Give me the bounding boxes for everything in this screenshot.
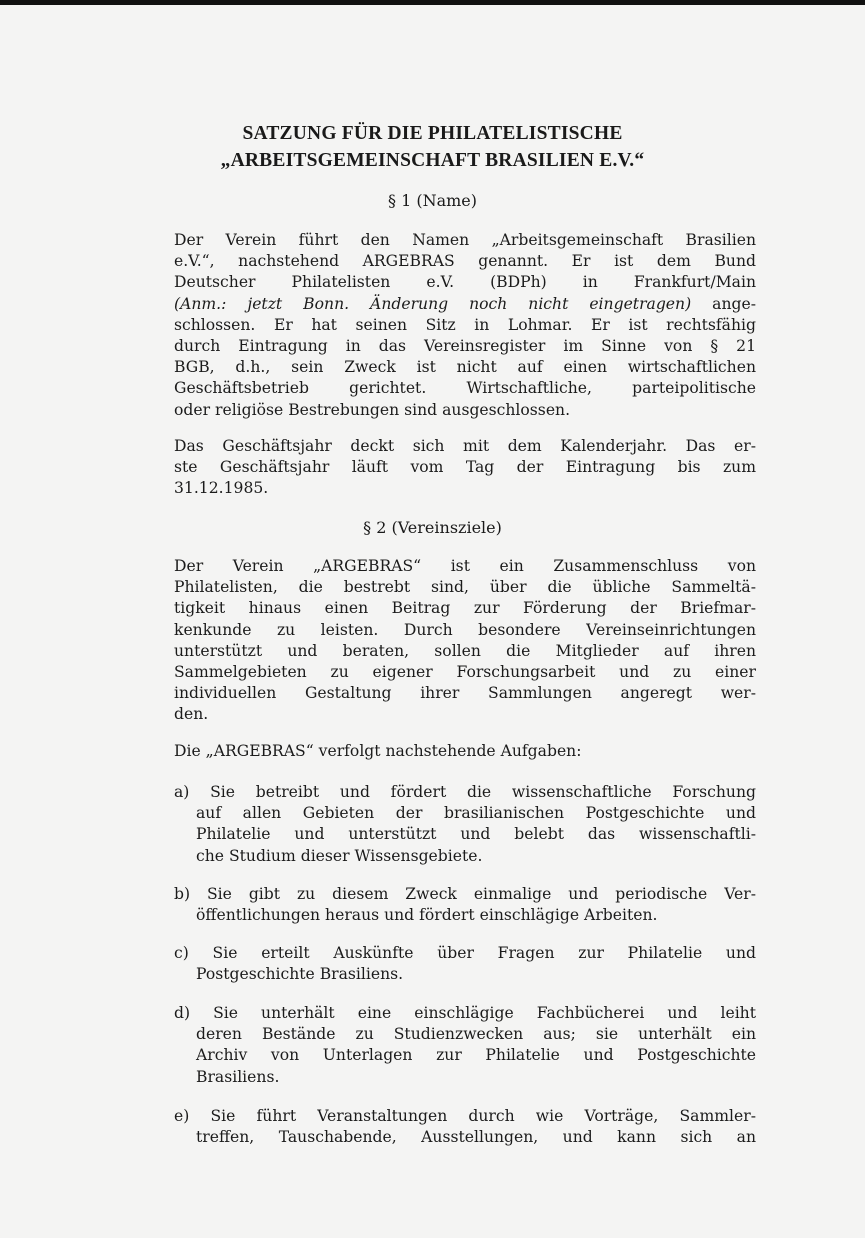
text-line: treffen, Tauschabende, Ausstellungen, und kann sich an <box>196 1128 756 1147</box>
text-line: BGB, d.h., sein Zweck ist nicht auf einen wirtschaftlichen <box>174 358 756 377</box>
section-1-paragraph-1 <box>174 230 756 421</box>
text-line: Brasiliens. <box>196 1067 280 1086</box>
text-line: auf allen Gebieten der brasilianischen Postgeschichte und <box>196 804 756 823</box>
document-title-line-1: SATZUNG FÜR DIE PHILATELISTISCHE <box>242 123 623 144</box>
section-2-paragraph-1 <box>174 556 756 726</box>
text-line: den. <box>174 705 209 724</box>
text-line: tigkeit hinaus einen Beitrag zur Förderung der Briefmar- <box>174 599 756 618</box>
text-line: d) Sie unterhält eine einschlägige Fachbücherei und leiht <box>174 1004 756 1022</box>
section-1-heading: § 1 (Name) <box>387 191 477 210</box>
text-line: Philatelie und unterstützt und belebt das wissenschaftli- <box>196 825 756 844</box>
section-1-paragraph-2 <box>174 436 756 500</box>
text-line: Philatelisten, die bestrebt sind, über die übliche Sammeltä- <box>174 578 756 597</box>
text-line: e) Sie führt Veranstaltungen durch wie Vorträge, Sammler- <box>174 1107 756 1125</box>
text-line: Der Verein führt den Namen „Arbeitsgemeinschaft Brasilien <box>174 231 756 249</box>
list-item-c <box>174 943 756 985</box>
text-line: oder religiöse Bestrebungen sind ausgeschlossen. <box>174 400 571 419</box>
document-title-line-2: „ARBEITSGEMEINSCHAFT BRASILIEN E.V.“ <box>220 150 645 171</box>
text-line: Archiv von Unterlagen zur Philatelie und Postgeschichte <box>196 1046 756 1065</box>
text-line: b) Sie gibt zu diesem Zweck einmalige und periodische Ver- <box>174 885 756 903</box>
text-line: öffentlichungen heraus und fördert einschlägige Arbeiten. <box>196 906 658 925</box>
text-line: Sammelgebieten zu eigener Forschungsarbeit und zu einer <box>174 663 756 682</box>
text-line: Geschäftsbetrieb gerichtet. Wirtschaftliche, parteipolitische <box>174 379 756 398</box>
text-line: Deutscher Philatelisten e.V. (BDPh) in Frankfurt/Main <box>174 273 756 292</box>
text-line <box>174 294 756 315</box>
section-2-heading: § 2 (Vereinsziele) <box>363 518 502 537</box>
text-line: a) Sie betreibt und fördert die wissenschaftliche Forschung <box>174 783 756 801</box>
text-line: individuellen Gestaltung ihrer Sammlungen angeregt wer- <box>174 684 756 703</box>
list-item-a <box>174 782 756 867</box>
text-line: durch Eintragung in das Vereinsregister im Sinne von § 21 <box>174 337 756 356</box>
text-line: 31.12.1985. <box>174 479 269 498</box>
text-line: deren Bestände zu Studienzwecken aus; sie unterhält ein <box>196 1025 756 1044</box>
italic-note: (Anm.: jetzt Bonn. Änderung noch nicht eingetragen) <box>174 294 692 313</box>
text-line: Der Verein „ARGEBRAS“ ist ein Zusammenschluss von <box>174 557 756 575</box>
text-fragment: ange- <box>712 294 756 313</box>
text-line: e.V.“, nachstehend ARGEBRAS genannt. Er ist dem Bund <box>174 252 756 271</box>
text-line: unterstützt und beraten, sollen die Mitglieder auf ihren <box>174 641 756 660</box>
section-2-paragraph-2 <box>174 741 756 762</box>
list-item-b <box>174 884 756 926</box>
text-line: ste Geschäftsjahr läuft vom Tag der Eintragung bis zum <box>174 458 756 477</box>
text-line: che Studium dieser Wissensgebiete. <box>196 846 483 865</box>
text-line: Das Geschäftsjahr deckt sich mit dem Kalenderjahr. Das er- <box>174 437 756 455</box>
text-line: c) Sie erteilt Auskünfte über Fragen zur Philatelie und <box>174 944 756 962</box>
text-line: kenkunde zu leisten. Durch besondere Vereinseinrichtungen <box>174 620 756 639</box>
text-line: Die „ARGEBRAS“ verfolgt nachstehende Aufgaben: <box>174 742 582 760</box>
text-line: Postgeschichte Brasiliens. <box>196 965 404 984</box>
text-line: schlossen. Er hat seinen Sitz in Lohmar. Er ist rechtsfähig <box>174 315 756 334</box>
list-item-d <box>174 1003 756 1088</box>
list-item-e <box>174 1106 756 1148</box>
